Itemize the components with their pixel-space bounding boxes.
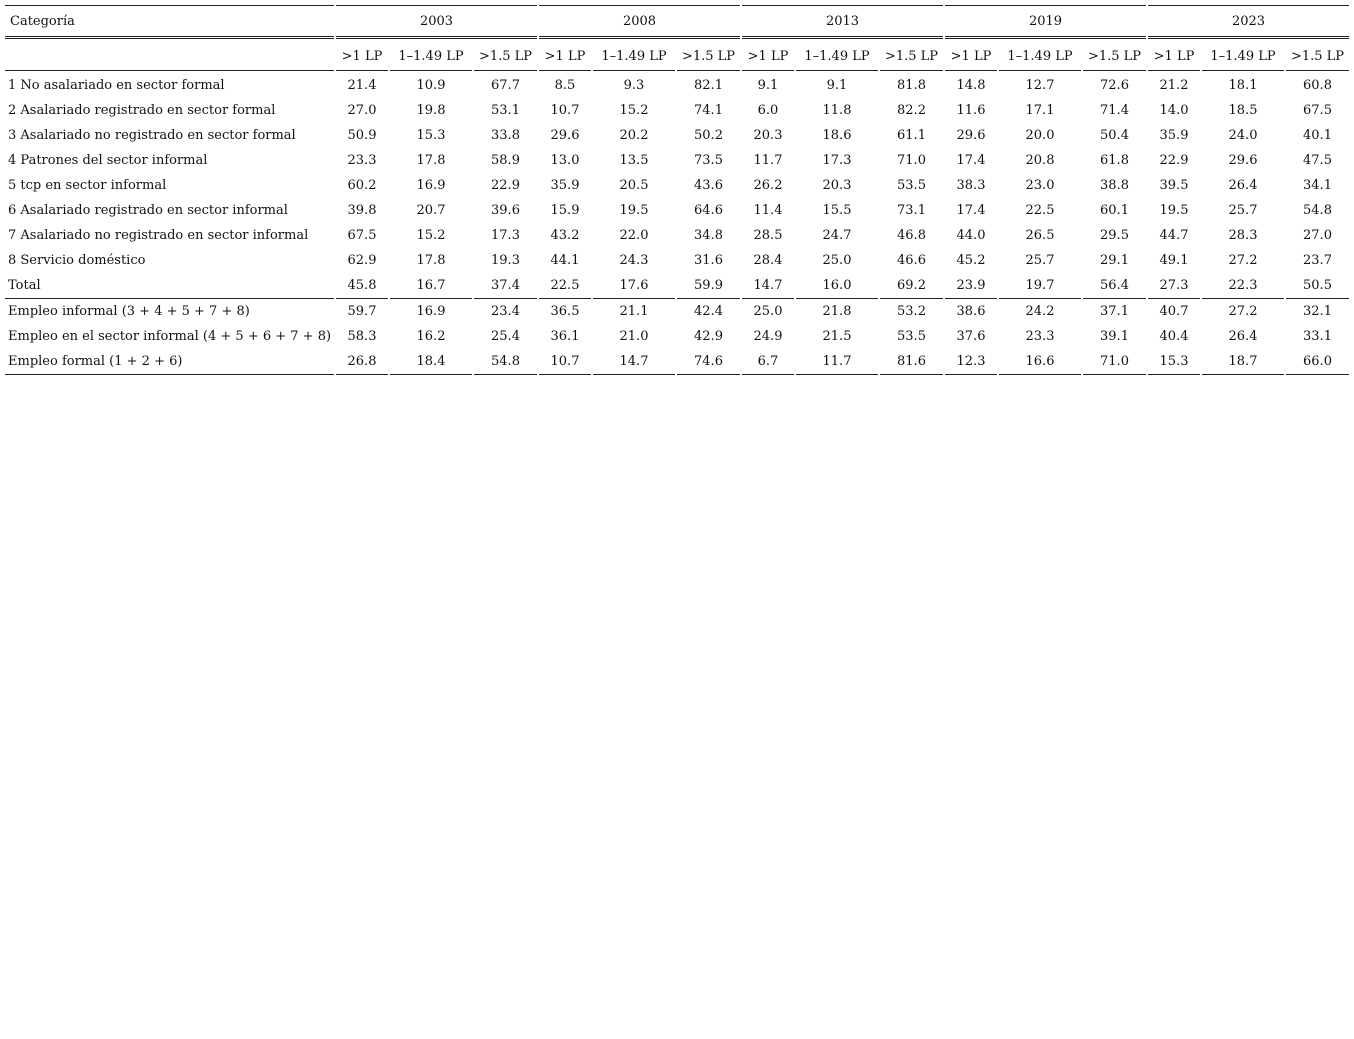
table-row [5,324,1349,349]
table-cell: 39.5 [1159,178,1189,193]
table-cell: 25.7 [1025,253,1055,268]
table-cell: 19.5 [1159,203,1189,218]
table-cell: 32.1 [1303,304,1332,319]
table-cell: 22.9 [1159,153,1189,168]
table-cell: 17.3 [822,153,852,168]
table-cell: 20.5 [619,178,649,193]
subheader-gt1: >1 LP [336,39,388,71]
subheader-1-149: 1–1.49 LP [999,39,1081,71]
table-cell: 18.4 [390,349,472,375]
table-cell: 20.8 [1025,153,1055,168]
table-cell: 37.6 [956,329,986,344]
table-cell: 27.2 [1228,253,1258,268]
table-cell: 29.6 [1228,153,1258,168]
table-cell: 20.0 [1025,128,1055,143]
table-cell: 43.2 [550,228,580,243]
table-cell: 26.2 [753,178,783,193]
table-cell: 73.5 [694,153,723,168]
table-cell: 29.6 [550,128,580,143]
table-cell: 61.1 [897,128,926,143]
table-cell: 31.6 [694,253,723,268]
table-row [5,173,1349,198]
year-header: 2003 [336,5,537,39]
table-cell: 18.6 [822,128,852,143]
table-cell: 36.1 [550,329,580,344]
table-cell: 23.3 [1025,329,1055,344]
table-cell: 60.8 [1303,78,1332,93]
table-cell: 40.4 [1159,329,1189,344]
table-row [5,349,1349,375]
table-cell: 21.0 [619,329,649,344]
table-cell: 47.5 [1303,153,1332,168]
table-cell: 40.1 [1303,128,1332,143]
table-cell: 44.7 [1159,228,1189,243]
table-cell: 81.6 [880,349,943,375]
table-cell: 19.7 [999,273,1081,299]
table-cell: 58.9 [491,153,520,168]
table-cell: 39.8 [347,203,377,218]
table-cell: 12.3 [945,349,997,375]
table-cell: 54.8 [1303,203,1332,218]
table-cell: 10.7 [539,349,591,375]
poverty-line-table [3,5,1351,375]
table-cell: 50.5 [1286,273,1349,299]
table-cell: 20.7 [416,203,446,218]
table-cell: 13.0 [550,153,580,168]
subheader-gt1: >1 LP [742,39,794,71]
table-cell: 15.5 [822,203,852,218]
table-cell: 11.8 [822,103,852,118]
table-cell: 60.2 [347,178,377,193]
table-cell: 24.7 [822,228,852,243]
table-cell: 44.1 [550,253,580,268]
table-cell: 14.8 [956,78,986,93]
category-header: Categoría [5,5,334,39]
table-cell: 29.1 [1100,253,1129,268]
table-body [5,71,1349,375]
table-cell: 60.1 [1100,203,1129,218]
table-cell: 38.6 [956,304,986,319]
table-row [5,98,1349,123]
table-cell: 61.8 [1100,153,1129,168]
table-cell: 38.8 [1100,178,1129,193]
table-cell: 22.3 [1202,273,1284,299]
table-cell: 11.7 [753,153,783,168]
table-cell: 59.9 [677,273,740,299]
row-label: Empleo en el sector informal (4 + 5 + 6 + 7 + 8) [8,329,332,344]
table-cell: 29.5 [1100,228,1129,243]
table-cell: 39.6 [491,203,520,218]
subheader-gt15: >1.5 LP [1083,39,1146,71]
table-cell: 42.9 [694,329,723,344]
table-cell: 21.1 [619,304,649,319]
table-cell: 23.3 [347,153,377,168]
table-cell: 81.8 [897,78,926,93]
table-cell: 18.7 [1202,349,1284,375]
table-cell: 21.4 [347,78,377,93]
table-cell: 33.1 [1303,329,1332,344]
subheader-gt1: >1 LP [945,39,997,71]
table-cell: 37.1 [1100,304,1129,319]
table-cell: 16.9 [416,178,446,193]
table-cell: 17.4 [956,203,986,218]
table-cell: 19.8 [416,103,446,118]
table-cell: 17.4 [956,153,986,168]
table-cell: 17.6 [593,273,675,299]
table-cell: 50.4 [1100,128,1129,143]
table-cell: 13.5 [619,153,649,168]
table-cell: 44.0 [956,228,986,243]
table-cell: 53.2 [897,304,926,319]
row-label: 4 Patrones del sector informal [8,153,208,168]
table-cell: 45.2 [956,253,986,268]
subheader-1-149: 1–1.49 LP [796,39,878,71]
data-table-container [5,5,1349,375]
table-cell: 37.4 [474,273,537,299]
table-cell: 20.3 [753,128,783,143]
row-label: 7 Asalariado no registrado en sector informal [8,228,309,243]
table-cell: 17.8 [416,253,446,268]
table-cell: 9.1 [826,78,848,93]
table-cell: 11.4 [753,203,783,218]
table-cell: 46.6 [897,253,926,268]
row-label: 8 Servicio doméstico [8,253,146,268]
subheader-gt15: >1.5 LP [677,39,740,71]
table-cell: 74.1 [694,103,723,118]
table-cell: 17.1 [1025,103,1055,118]
table-row [5,198,1349,223]
row-label: Empleo informal (3 + 4 + 5 + 7 + 8) [8,304,250,319]
table-cell: 14.0 [1159,103,1189,118]
table-cell: 25.7 [1228,203,1258,218]
year-header-row [5,5,1349,39]
table-cell: 27.0 [347,103,377,118]
table-cell: 16.6 [999,349,1081,375]
table-cell: 46.8 [897,228,926,243]
table-cell: 17.3 [491,228,520,243]
table-cell: 23.0 [1025,178,1055,193]
table-row [5,273,1349,299]
table-cell: 11.6 [956,103,986,118]
subheader-row [5,39,1349,71]
table-cell: 23.9 [945,273,997,299]
table-cell: 27.2 [1228,304,1258,319]
table-cell: 58.3 [347,329,377,344]
table-cell: 15.9 [550,203,580,218]
table-cell: 25.0 [822,253,852,268]
row-label: 3 Asalariado no registrado en sector formal [8,128,296,143]
table-cell: 19.5 [619,203,649,218]
table-cell: 9.3 [623,78,645,93]
table-cell: 59.7 [347,304,377,319]
table-cell: 17.8 [416,153,446,168]
subheader-gt15: >1.5 LP [1286,39,1349,71]
subheader-1-149: 1–1.49 LP [390,39,472,71]
table-cell: 20.2 [619,128,649,143]
table-cell: 15.3 [1148,349,1200,375]
table-row [5,71,1349,98]
subheader-gt15: >1.5 LP [880,39,943,71]
table-cell: 53.5 [897,178,926,193]
table-cell: 14.7 [593,349,675,375]
table-cell: 25.4 [491,329,520,344]
table-cell: 24.9 [753,329,783,344]
table-cell: 8.5 [554,78,576,93]
table-cell: 26.4 [1228,329,1258,344]
table-cell: 28.3 [1228,228,1258,243]
year-header: 2023 [1148,5,1349,39]
table-cell: 23.4 [491,304,520,319]
table-cell: 18.1 [1228,78,1258,93]
table-cell: 69.2 [880,273,943,299]
table-row [5,148,1349,173]
table-cell: 29.6 [956,128,986,143]
table-row [5,299,1349,324]
table-row [5,248,1349,273]
table-cell: 22.5 [1025,203,1055,218]
table-cell: 16.9 [416,304,446,319]
table-cell: 82.1 [694,78,723,93]
table-cell: 40.7 [1159,304,1189,319]
subheader-blank [5,39,334,71]
table-cell: 39.1 [1100,329,1129,344]
row-label: 6 Asalariado registrado en sector informal [8,203,288,218]
table-cell: 9.1 [757,78,779,93]
table-cell: 34.1 [1303,178,1332,193]
table-cell: 35.9 [1159,128,1189,143]
table-cell: 15.3 [416,128,446,143]
table-cell: 50.9 [347,128,377,143]
table-cell: 10.9 [416,78,446,93]
subheader-gt15: >1.5 LP [474,39,537,71]
row-label: 2 Asalariado registrado en sector formal [8,103,276,118]
table-cell: 53.5 [897,329,926,344]
table-cell: 34.8 [694,228,723,243]
table-cell: 45.8 [336,273,388,299]
table-cell: 26.5 [1025,228,1055,243]
table-cell: 20.3 [822,178,852,193]
table-cell: 22.5 [539,273,591,299]
table-cell: 26.8 [336,349,388,375]
table-cell: 21.8 [822,304,852,319]
table-cell: 25.0 [753,304,783,319]
table-cell: 6.0 [757,103,779,118]
table-cell: 23.7 [1303,253,1332,268]
row-label: Empleo formal (1 + 2 + 6) [5,349,334,375]
table-cell: 15.2 [619,103,649,118]
table-cell: 24.2 [1025,304,1055,319]
table-cell: 26.4 [1228,178,1258,193]
table-cell: 22.9 [491,178,520,193]
table-cell: 43.6 [694,178,723,193]
table-cell: 71.0 [1083,349,1146,375]
table-cell: 53.1 [491,103,520,118]
table-cell: 67.7 [491,78,520,93]
subheader-gt1: >1 LP [1148,39,1200,71]
table-cell: 6.7 [742,349,794,375]
table-cell: 14.7 [742,273,794,299]
table-cell: 38.3 [956,178,986,193]
table-row [5,223,1349,248]
table-cell: 33.8 [491,128,520,143]
table-cell: 18.5 [1228,103,1258,118]
table-cell: 64.6 [694,203,723,218]
subheader-1-149: 1–1.49 LP [593,39,675,71]
table-cell: 21.5 [822,329,852,344]
table-cell: 73.1 [897,203,926,218]
table-cell: 16.7 [390,273,472,299]
table-cell: 16.2 [416,329,446,344]
table-cell: 22.0 [619,228,649,243]
table-cell: 24.0 [1228,128,1258,143]
table-cell: 66.0 [1286,349,1349,375]
table-cell: 56.4 [1083,273,1146,299]
year-header: 2013 [742,5,943,39]
year-header: 2019 [945,5,1146,39]
table-cell: 62.9 [347,253,377,268]
table-cell: 35.9 [550,178,580,193]
table-cell: 72.6 [1100,78,1129,93]
table-cell: 71.0 [897,153,926,168]
table-cell: 11.7 [796,349,878,375]
table-cell: 82.2 [897,103,926,118]
table-cell: 42.4 [694,304,723,319]
row-label: 5 tcp en sector informal [8,178,167,193]
table-cell: 10.7 [550,103,580,118]
table-cell: 36.5 [550,304,580,319]
row-label: Total [5,273,334,299]
subheader-1-149: 1–1.49 LP [1202,39,1284,71]
table-cell: 71.4 [1100,103,1129,118]
table-cell: 28.4 [753,253,783,268]
table-cell: 12.7 [1025,78,1055,93]
table-cell: 67.5 [347,228,377,243]
table-cell: 24.3 [619,253,649,268]
subheader-gt1: >1 LP [539,39,591,71]
year-header: 2008 [539,5,740,39]
table-cell: 27.0 [1303,228,1332,243]
table-cell: 54.8 [474,349,537,375]
table-cell: 19.3 [491,253,520,268]
row-label: 1 No asalariado en sector formal [8,78,225,93]
table-cell: 27.3 [1148,273,1200,299]
table-cell: 67.5 [1303,103,1332,118]
table-cell: 50.2 [694,128,723,143]
table-row [5,123,1349,148]
table-cell: 21.2 [1159,78,1189,93]
table-cell: 49.1 [1159,253,1189,268]
table-cell: 15.2 [416,228,446,243]
table-cell: 74.6 [677,349,740,375]
table-cell: 28.5 [753,228,783,243]
table-cell: 16.0 [796,273,878,299]
